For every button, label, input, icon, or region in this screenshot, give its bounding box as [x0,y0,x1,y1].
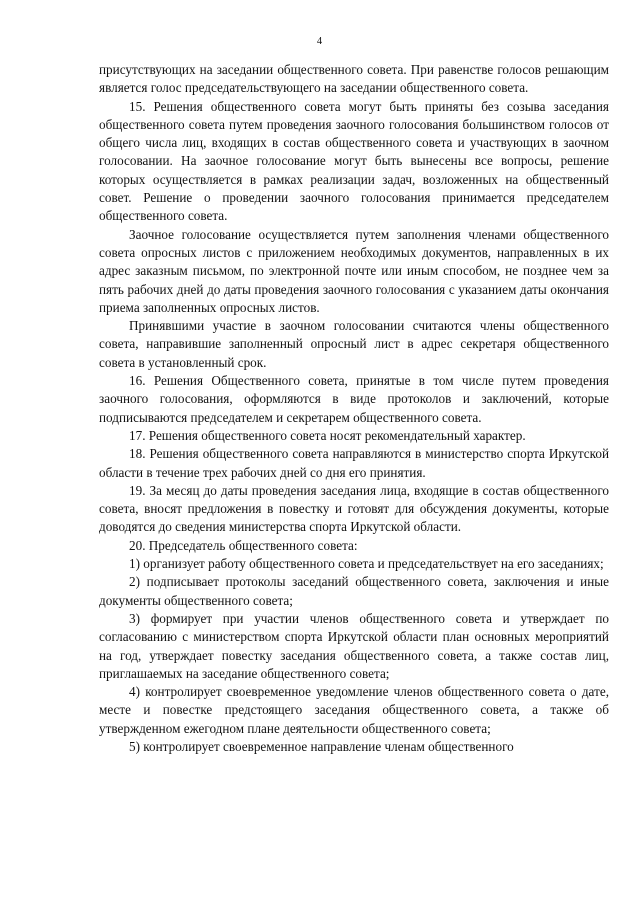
paragraph-participants: Принявшими участие в заочном голосовании считаются члены общественного совета, направившие заполненный опросный лист в адрес секретаря общественного совета в установленный срок. [99,318,609,370]
list-item-1: 1) организует работу общественного совета и председательствует на его заседаниях; [129,556,604,572]
paragraph-absentee-voting: Заочное голосование осуществляется путем заполнения членами общественного совета опросных листов с приложением необходимых документов, направленных в их адрес заказным письмом, по электронной почте или иным способом, не позднее чем за пять рабочих дней до даты проведения заочного голосования с указанием даты окончания приема заполненных опросных листов. [99,226,609,315]
document-body [99,61,609,756]
page-number: 4 [316,36,323,47]
paragraph-item-16: 16. Решения Общественного совета, принятые в том числе путем проведения заочного голосования, оформляются в виде протоколов и заключений, которые подписываются председателем и секретарем общественного совета. [99,373,609,425]
list-item-2: 2) подписывает протоколы заседаний общественного совета, заключения и иные документы общественного совета; [99,574,609,608]
paragraph-item-17: 17. Решения общественного совета носят рекомендательный характер. [129,427,526,443]
paragraph-item-20: 20. Председатель общественного совета: [129,537,358,553]
list-item-5: 5) контролирует своевременное направление членам общественного [129,738,514,754]
paragraph-item-15: 15. Решения общественного совета могут быть приняты без созыва заседания общественного совета путем проведения заочного голосования большинством голосов от общего числа лиц, входящих в состав общественного совета и участвующих в заочном голосовании. На заочное голосование могут быть вынесены все вопросы, решение которых осуществляется в рамках реализации задач, возложенных на общественный совет. Решение о проведении заочного голосования принимается председателем общественного совета. [99,98,609,224]
paragraph-item-18: 18. Решения общественного совета направляются в министерство спорта Иркутской области в течение трех рабочих дней со дня его принятия. [99,446,609,480]
paragraph-continuation: присутствующих на заседании общественного совета. При равенстве голосов решающим является голос председательствующего на заседании общественного совета. [99,62,609,96]
list-item-3: 3) формирует при участии членов общественного совета и утверждает по согласованию с министерством спорта Иркутской области план основных мероприятий на год, утверждает повестку заседания общественного совета, а также состав лиц, приглашаемых на заседание общественного совета; [99,610,609,681]
list-item-4: 4) контролирует своевременное уведомление членов общественного совета о дате, месте и повестке предстоящего заседания общественного совета, а также об утвержденном ежегодном плане деятельности общественного совета; [99,684,609,736]
paragraph-item-19: 19. За месяц до даты проведения заседания лица, входящие в состав общественного совета, вносят предложения в повестку и готовят для обсуждения документы, которые доводятся до сведения министерства спорта Иркутской области. [99,482,609,535]
